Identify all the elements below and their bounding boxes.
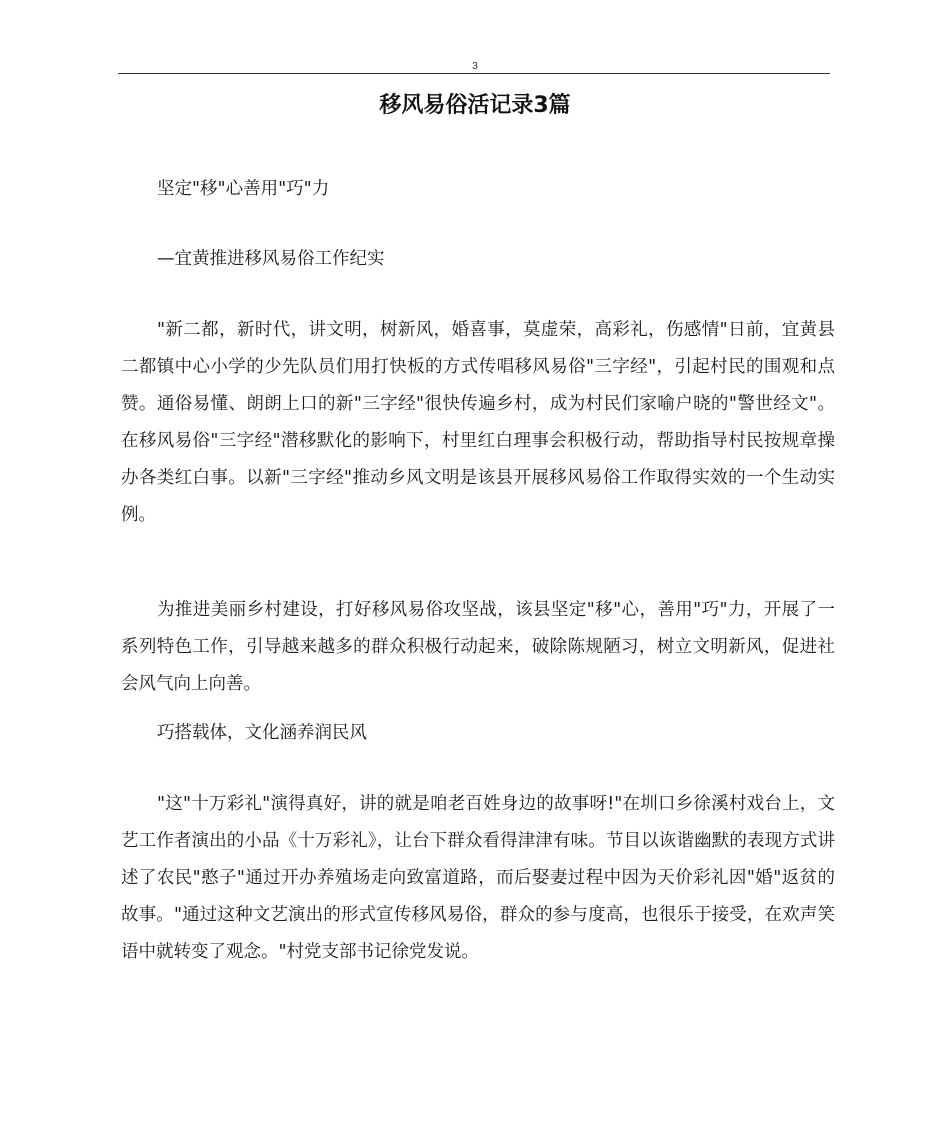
body-paragraph: "新二都，新时代，讲文明，树新风，婚喜事，莫虚荣，高彩礼，伤感情"日前，宜黄县二都镇中心小学的少先队员们用打快板的方式传唱移风易俗"三字经"，引起村民的围观和点赞。通俗易懂、朗朗上口的新"三字经"很快传遍乡村，成为村民们家喻户晓的"警世经文"。在移风易俗"三字经"潜移默化的影响下，村里红白理事会积极行动，帮助指导村民按规章操办各类红白事。以新"三字经"推动乡风文明是该县开展移风易俗工作取得实效的一个生动实例。	[121, 320, 835, 525]
header-rule	[118, 73, 830, 74]
subsection-heading: 巧搭载体，文化涵养润民风	[157, 723, 367, 743]
section-heading: 坚定"移"心善用"巧"力	[157, 179, 330, 199]
body-paragraph: 为推进美丽乡村建设，打好移风易俗攻坚战，该县坚定"移"心，善用"巧"力，开展了一系列特色工作，引导越来越多的群众积极行动起来，破除陈规陋习，树立文明新风，促进社会风气向上向善。	[121, 600, 835, 694]
section-subheading: —宜黄推进移风易俗工作纪实	[157, 249, 385, 269]
body-paragraph: "这"十万彩礼"演得真好，讲的就是咱老百姓身边的故事呀!"在圳口乡徐溪村戏台上，文艺工作者演出的小品《十万彩礼》，让台下群众看得津津有味。节目以诙谐幽默的表现方式讲述了农民"憨子"通过开办养殖场走向致富道路，而后娶妻过程中因为天价彩礼因"婚"返贫的故事。"通过这种文艺演出的形式宣传移风易俗，群众的参与度高，也很乐于接受，在欢声笑语中就转变了观念。"村党支部书记徐党发说。	[121, 794, 835, 962]
document-title: 移风易俗活记录3篇	[379, 93, 571, 118]
page-number: 3	[472, 61, 478, 72]
